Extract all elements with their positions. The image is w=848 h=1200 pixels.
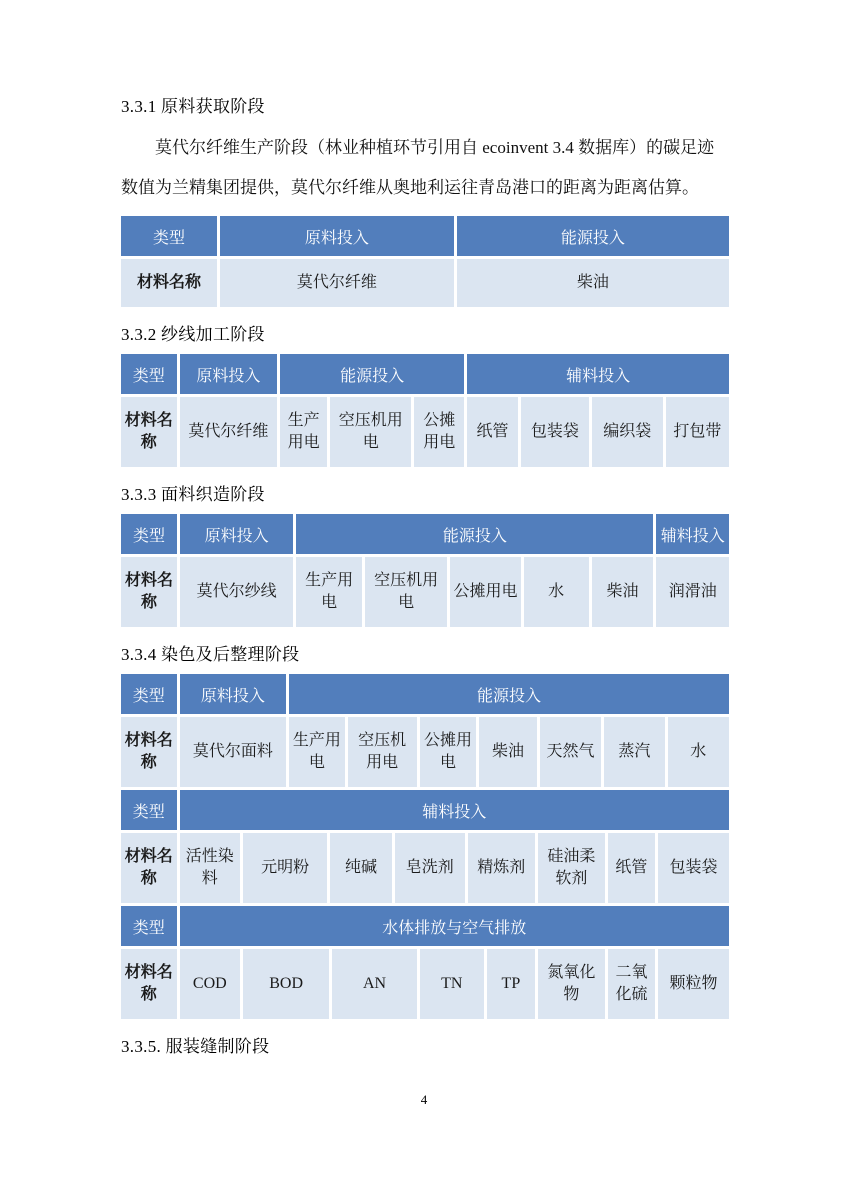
table-cell: 氮氧化物	[538, 949, 605, 1019]
paragraph-line: 莫代尔纤维生产阶段（林业种植环节引用自 ecoinvent 3.4 数据库）的碳足迹	[155, 138, 715, 157]
section-heading: 3.3.2 纱线加工阶段	[121, 325, 265, 344]
table-body-row	[121, 397, 729, 467]
table-body-row	[121, 949, 729, 1019]
section-heading: 3.3.3 面料织造阶段	[121, 485, 265, 504]
table-header-cell: 类型	[121, 674, 177, 714]
data-table-band	[118, 351, 732, 470]
table-cell: 空压机用电	[348, 717, 417, 787]
table-header-cell: 类型	[121, 354, 177, 394]
row-label-cell: 材料名称	[121, 833, 177, 903]
document-section	[121, 324, 729, 470]
table-cell: 二氧化硫	[608, 949, 655, 1019]
table-cell: 精炼剂	[468, 833, 535, 903]
document-section	[121, 644, 729, 1022]
table-header-row	[121, 790, 729, 830]
stage-table-group	[121, 213, 729, 310]
table-header-cell: 辅料投入	[180, 790, 729, 830]
table-cell: BOD	[243, 949, 329, 1019]
table-cell: 生产用电	[280, 397, 327, 467]
table-body-row	[121, 833, 729, 903]
table-cell: COD	[180, 949, 240, 1019]
section-heading: 3.3.1 原料获取阶段	[121, 97, 265, 116]
table-cell: AN	[332, 949, 416, 1019]
table-cell: 水	[524, 557, 589, 627]
table-cell: 皂洗剂	[395, 833, 465, 903]
section-heading: 3.3.4 染色及后整理阶段	[121, 645, 300, 664]
table-cell: 水	[668, 717, 729, 787]
table-header-cell: 原料投入	[180, 354, 278, 394]
data-table-band	[118, 903, 732, 1022]
row-label-cell: 材料名称	[121, 717, 177, 787]
page-content	[121, 96, 729, 1058]
table-cell: 柴油	[457, 259, 729, 307]
table-cell: 公摊用电	[450, 557, 521, 627]
table-cell: 柴油	[592, 557, 654, 627]
stage-table-group	[121, 671, 729, 1022]
table-cell: 编织袋	[592, 397, 663, 467]
table-header-cell: 水体排放与空气排放	[180, 906, 729, 946]
section-heading: 3.3.5. 服装缝制阶段	[121, 1037, 270, 1056]
table-cell: 空压机用电	[330, 397, 411, 467]
table-cell: 纯碱	[330, 833, 391, 903]
row-label-cell: 材料名称	[121, 259, 217, 307]
table-header-cell: 能源投入	[457, 216, 729, 256]
table-cell: 天然气	[540, 717, 601, 787]
table-header-cell: 能源投入	[296, 514, 653, 554]
table-header-row	[121, 514, 729, 554]
document-section	[121, 96, 729, 310]
table-cell: 莫代尔面料	[180, 717, 286, 787]
table-cell: TN	[420, 949, 484, 1019]
row-label-cell: 材料名称	[121, 557, 177, 627]
data-table-band	[118, 213, 732, 310]
table-cell: 生产用电	[289, 717, 345, 787]
table-cell: 莫代尔纱线	[180, 557, 293, 627]
table-cell: 莫代尔纤维	[220, 259, 454, 307]
table-body-row	[121, 717, 729, 787]
table-cell: 公摊用电	[414, 397, 464, 467]
paragraph-line: 数值为兰精集团提供，莫代尔纤维从奥地利运往青岛港口的距离为距离估算。	[121, 178, 699, 197]
page-number: 4	[420, 1092, 428, 1107]
table-header-row	[121, 216, 729, 256]
paragraph	[121, 128, 729, 208]
table-header-cell: 类型	[121, 790, 177, 830]
table-cell: TP	[487, 949, 535, 1019]
table-header-row	[121, 674, 729, 714]
table-cell: 包装袋	[521, 397, 589, 467]
data-table-band	[118, 787, 732, 906]
table-cell: 柴油	[479, 717, 537, 787]
table-header-cell: 辅料投入	[467, 354, 729, 394]
row-label-cell: 材料名称	[121, 397, 177, 467]
stage-table-group	[121, 511, 729, 630]
table-header-row	[121, 354, 729, 394]
table-cell: 包装袋	[658, 833, 729, 903]
table-cell: 硅油柔软剂	[538, 833, 605, 903]
table-cell: 纸管	[467, 397, 518, 467]
table-header-row	[121, 906, 729, 946]
document-section	[121, 484, 729, 630]
table-header-cell: 原料投入	[180, 674, 286, 714]
table-header-cell: 类型	[121, 514, 177, 554]
data-table-band	[118, 671, 732, 790]
document-section	[121, 1036, 729, 1058]
table-header-cell: 原料投入	[220, 216, 454, 256]
table-header-cell: 能源投入	[289, 674, 729, 714]
table-cell: 生产用电	[296, 557, 362, 627]
table-cell: 纸管	[608, 833, 655, 903]
data-table-band	[118, 511, 732, 630]
row-label-cell: 材料名称	[121, 949, 177, 1019]
table-cell: 活性染料	[180, 833, 240, 903]
table-cell: 颗粒物	[658, 949, 729, 1019]
table-cell: 公摊用电	[420, 717, 477, 787]
stage-table-group	[121, 351, 729, 470]
table-header-cell: 类型	[121, 906, 177, 946]
table-cell: 空压机用电	[365, 557, 447, 627]
table-cell: 元明粉	[243, 833, 327, 903]
table-cell: 莫代尔纤维	[180, 397, 278, 467]
table-header-cell: 能源投入	[280, 354, 464, 394]
table-header-cell: 辅料投入	[656, 514, 729, 554]
table-cell: 打包带	[666, 397, 729, 467]
table-body-row	[121, 259, 729, 307]
table-header-cell: 原料投入	[180, 514, 293, 554]
table-cell: 蒸汽	[604, 717, 664, 787]
table-body-row	[121, 557, 729, 627]
table-header-cell: 类型	[121, 216, 217, 256]
table-cell: 润滑油	[656, 557, 729, 627]
